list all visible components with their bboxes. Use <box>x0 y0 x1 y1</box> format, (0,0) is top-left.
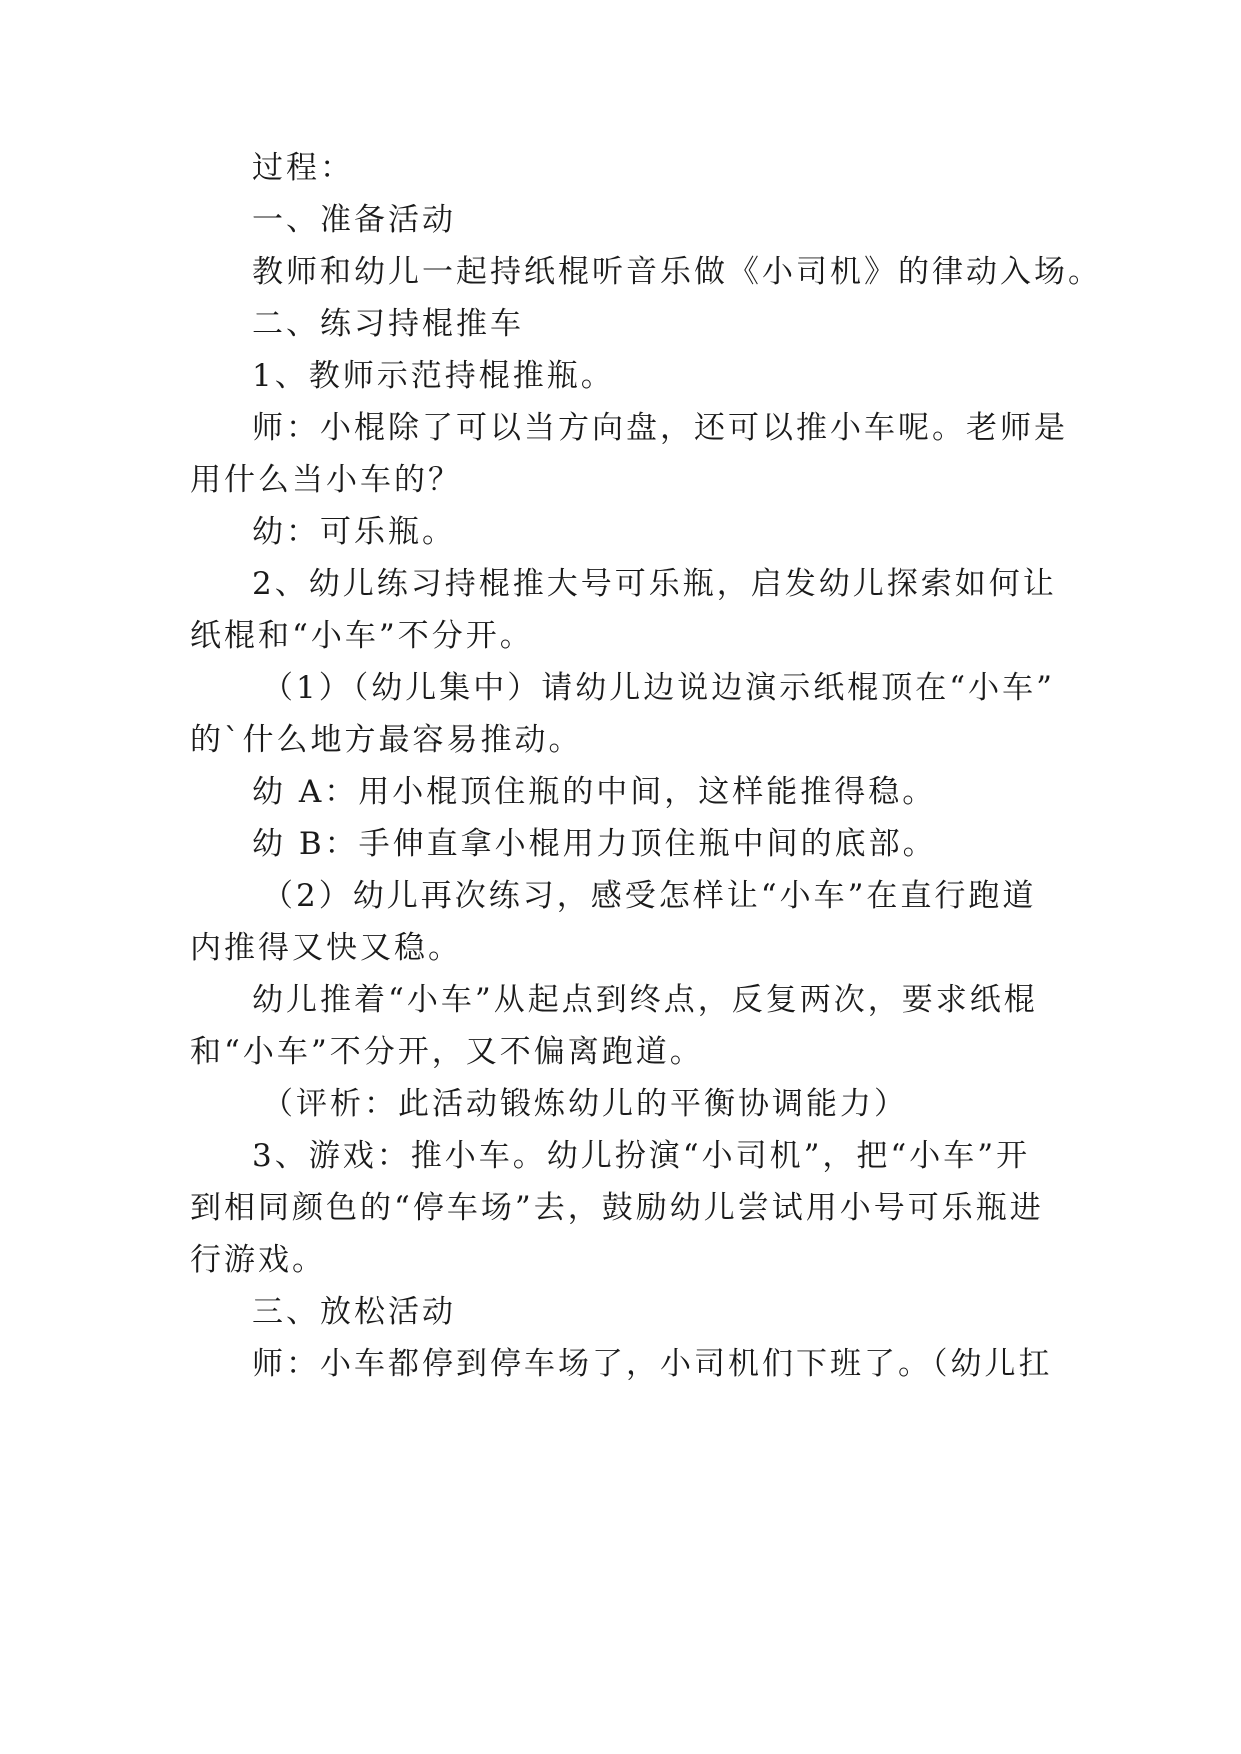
text-line: 内推得又快又稳。 <box>190 930 462 966</box>
text-line: 1、教师示范持棍推瓶。 <box>252 358 615 394</box>
text-line: （1）（幼儿集中）请幼儿边说边演示纸棍顶在“小车” <box>262 670 1055 706</box>
section-heading: 一、准备活动 <box>252 202 456 238</box>
text-line: 行游戏。 <box>190 1242 326 1278</box>
text-line: 纸棍和“小车”不分开。 <box>190 618 534 654</box>
text-line: 到相同颜色的“停车场”去，鼓励幼儿尝试用小号可乐瓶进 <box>190 1190 1044 1226</box>
text-line: 3、游戏：推小车。幼儿扮演“小司机”，把“小车”开 <box>252 1138 1031 1174</box>
text-line: 和“小车”不分开，又不偏离跑道。 <box>190 1034 704 1070</box>
section-heading: 三、放松活动 <box>252 1294 456 1330</box>
text-line: 幼 B：手伸直拿小棍用力顶住瓶中间的底部。 <box>252 826 937 862</box>
text-line: 用什么当小车的？ <box>190 462 462 498</box>
text-line: 幼：可乐瓶。 <box>252 514 456 550</box>
text-line: （2）幼儿再次练习，感受怎样让“小车”在直行跑道 <box>262 878 1037 914</box>
text-line: 的`什么地方最容易推动。 <box>190 722 583 758</box>
text-line: 幼 A：用小棍顶住瓶的中间，这样能推得稳。 <box>252 774 937 810</box>
text-line: 过程： <box>252 150 354 186</box>
text-line: 师：小棍除了可以当方向盘，还可以推小车呢。老师是 <box>252 410 1068 446</box>
section-heading: 二、练习持棍推车 <box>252 306 524 342</box>
text-line: 2、幼儿练习持棍推大号可乐瓶，启发幼儿探索如何让 <box>252 566 1057 602</box>
text-line: 师：小车都停到停车场了，小司机们下班了。（幼儿扛 <box>252 1346 1053 1382</box>
text-line: 教师和幼儿一起持纸棍听音乐做《小司机》的律动入场。 <box>252 254 1102 290</box>
text-line: （评析：此活动锻炼幼儿的平衡协调能力） <box>262 1086 908 1122</box>
text-line: 幼儿推着“小车”从起点到终点，反复两次，要求纸棍 <box>252 982 1038 1018</box>
